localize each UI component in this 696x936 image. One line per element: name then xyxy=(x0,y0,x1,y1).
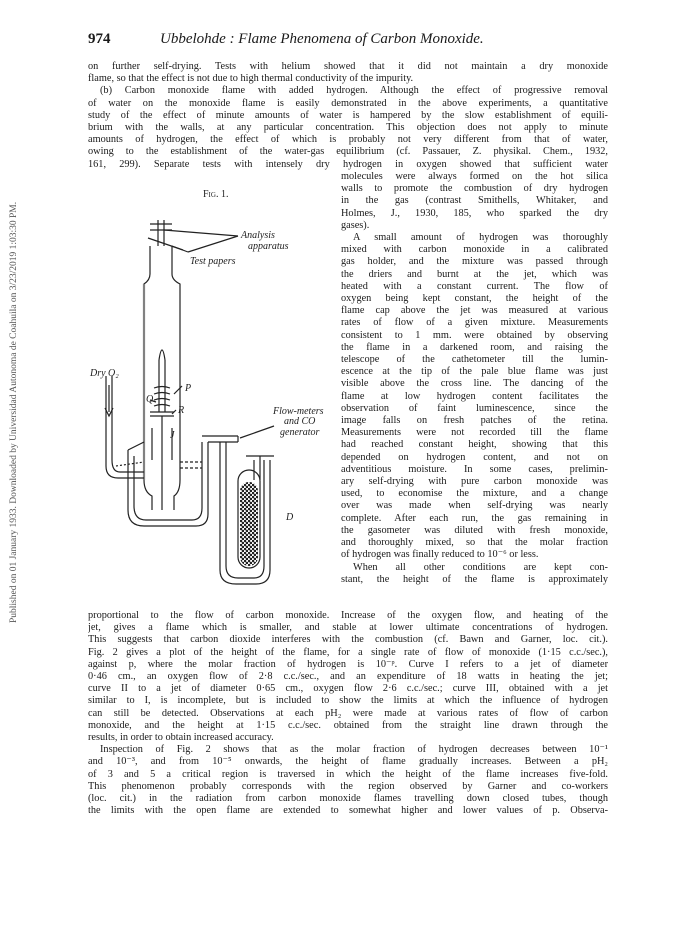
download-watermark: Published on 01 January 1933. Downloaded by Universidad Autonoma de Coahuila on 3/23/2019 1:03:30 PM. xyxy=(9,201,19,623)
text-line: monoxide, and the height at 1·15 c.c./sec. obtained from the straight line drawn through the xyxy=(88,719,608,731)
text-line: amounts of hydrogen, the effect of which is probably not very different from that of water, xyxy=(88,134,608,146)
label-d: D xyxy=(286,512,294,523)
text-line: gas holder, and the mixture was passed through xyxy=(341,256,608,268)
text-line: the driers and burnt at the jet, which was xyxy=(341,268,608,280)
page-number: 974 xyxy=(88,31,111,47)
text-line: the gasometer was diluted with fresh monoxide, xyxy=(341,524,608,536)
text-line: and thoroughly mixed, so that the molar fraction xyxy=(341,537,608,549)
text-line: over was made when self-drying was nearly xyxy=(341,500,608,512)
text-line: of water on the monoxide flame is easily demonstrated in the above experiments, a quantitative xyxy=(88,97,608,109)
text-line: telescope of the cathetometer till the lumin- xyxy=(341,354,608,366)
label-q: Q xyxy=(146,394,154,405)
heating-coil xyxy=(154,387,170,407)
bottom-paragraphs xyxy=(88,610,608,817)
text-line: This suggests that carbon dioxide interferes with the combustion (cf. Bawn and Garner, loc. cit.). xyxy=(88,634,608,646)
text-line: stant, the height of the flame is approximately xyxy=(341,573,608,585)
text-line: and 10⁻³, and from 10⁻⁵ onwards, the height of flame gradually increases. Between a pH₂ xyxy=(88,756,608,768)
text-line: in the gas (contrast Smithells, Whitaker, and xyxy=(341,195,608,207)
text-line: molecules were always formed on the hot silica xyxy=(341,171,608,182)
label-flow-meters: Flow-meters xyxy=(273,406,324,417)
text-line: similar to I, is incomplete, but is included to show the limits at which the influence of hydrogen xyxy=(88,695,608,707)
label-apparatus: apparatus xyxy=(248,241,289,252)
text-line: This phenomenon probably corresponds with the region observed by Garner and co-workers xyxy=(88,780,608,792)
text-line: oxygen being kept constant, the height of the xyxy=(341,293,608,305)
right-column-text xyxy=(341,171,608,586)
text-line: When all other conditions are kept con- xyxy=(353,561,608,573)
text-line: depended on hydrogen content, and not on xyxy=(341,451,608,463)
top-paragraphs xyxy=(88,61,608,171)
text-line: adventitious moisture. In some cases, prelimin- xyxy=(341,463,608,475)
text-line: 0·46 cm., an oxygen flow of 2·8 c.c./sec., and an expenditure of 18 watts in heating the jet; xyxy=(88,671,608,683)
label-generator: generator xyxy=(280,427,320,438)
co-generator xyxy=(220,442,274,584)
oxygen-inlet xyxy=(105,376,144,478)
apparatus-figure xyxy=(88,180,340,610)
text-line: 161, 299). Separate tests with intensely dry hydrogen in oxygen showed that sufficient water xyxy=(88,158,608,170)
label-j: J xyxy=(170,430,175,441)
text-line: escence at the tip of the pale blue flame was just xyxy=(341,366,608,378)
text-line: against p, where the molar fraction of hydrogen is 10⁻ᵖ. Curve I refers to a jet of diameter xyxy=(88,658,608,670)
figure-caption: Fig. 1. xyxy=(203,189,229,200)
text-line: image falls on fresh patches of the retina. xyxy=(341,415,608,427)
text-line: (loc. cit.) in the radiation from carbon monoxide flames travelling down closed tubes, though xyxy=(88,793,608,805)
text-line: curve II to a jet of diameter 0·65 cm., oxygen flow 2·6 c.c./sec.; curve III, obtained with a jet xyxy=(88,683,608,695)
text-line: Holmes, J., 1930, 185, who sparked the dry xyxy=(341,207,608,219)
text-line: flame, so that the effect is not due to high thermal conductivity of the impurity. xyxy=(88,73,414,85)
text-line: rates of flow of a given mixture. Measurements xyxy=(341,317,608,329)
text-line: A small amount of hydrogen was thoroughly xyxy=(353,232,608,244)
text-line: observation of faint luminescence, since the xyxy=(341,402,608,414)
running-title: Ubbelohde : Flame Phenomena of Carbon Monoxide. xyxy=(160,31,484,47)
text-line: brium with the walls, at any particular concentration. This objection does not apply to minute xyxy=(88,122,608,134)
text-line: heated with a constant current. The flow of xyxy=(341,280,608,292)
text-line: Measurements were not recorded till the flame xyxy=(341,427,608,439)
label-p: P xyxy=(185,383,192,394)
text-line: mixed with carbon monoxide in a calibrated xyxy=(341,244,608,256)
text-line: jet, gives a flame which is smaller, and stable at lower ultimate concentrations of hydrogen. xyxy=(88,622,608,634)
label-and-co: and CO xyxy=(284,416,316,427)
text-line: the limits with the open flame are extended to somewhat higher and lower values of p. Observa- xyxy=(88,805,608,817)
label-dry-o2: Dry O₂ xyxy=(90,368,119,379)
text-line: consistent to 1 mm. were obtained by observing xyxy=(341,329,608,341)
flame-cap xyxy=(159,350,165,360)
vessel-right-wall xyxy=(172,246,180,510)
text-line: of 3 and 5 a critical region is traversed in which the height of the flame increases five-fold. xyxy=(88,768,608,780)
text-line: gases). xyxy=(341,219,370,231)
label-r: R xyxy=(178,405,185,416)
text-line: Fig. 2 gives a plot of the height of the flame, for a single rate of flow of monoxide (1·15 c.c./sec.), xyxy=(88,646,608,658)
text-line: Inspection of Fig. 2 shows that as the molar fraction of hydrogen decreases between 10⁻¹ xyxy=(100,744,608,756)
text-line: results, in order to obtain increased accuracy. xyxy=(88,732,274,744)
text-line: owing to the establishment of the water-gas equilibrium (cf. Passauer, Z. physikal. Chem., 1932, xyxy=(88,146,608,158)
text-line: (b) Carbon monoxide flame with added hydrogen. Although the effect of progressive removal xyxy=(100,85,608,97)
text-line: ary self-drying with pure carbon monoxide was xyxy=(341,476,608,488)
text-line: proportional to the flow of carbon monoxide. Increase of the oxygen flow, and heating of the xyxy=(88,610,608,621)
text-line: study of the effect of minute amounts of water is hampered by the slow establishment of equili- xyxy=(88,109,608,121)
text-line: flame cap above the jet was measured at various xyxy=(341,305,608,317)
text-line: of hydrogen was finally reduced to 10⁻⁶ or less. xyxy=(341,549,539,561)
text-line: walls to promote the combustion of dry hydrogen xyxy=(341,183,608,195)
text-line: complete. After each run, the gas remaining in xyxy=(341,512,608,524)
text-line: can still be detected. Observations at each pH₂ were made at various rates of flow of carbon xyxy=(88,707,608,719)
text-line: on further self-drying. Tests with helium showed that it did not maintain a dry monoxide xyxy=(88,61,608,72)
text-line: the flame in a darkened room, and raising the xyxy=(341,341,608,353)
text-line: used, to economise the mixture, and a change xyxy=(341,488,608,500)
page-header xyxy=(88,31,608,49)
text-line: flame at low hydrogen content facilitates the xyxy=(341,390,608,402)
label-analysis: Analysis xyxy=(241,230,275,241)
outlet-tubes xyxy=(148,220,238,252)
label-test-papers: Test papers xyxy=(190,256,236,267)
text-line: visible above the cross line. The dancing of the xyxy=(341,378,608,390)
text-line: had reached constant height, showing that this xyxy=(341,439,608,451)
